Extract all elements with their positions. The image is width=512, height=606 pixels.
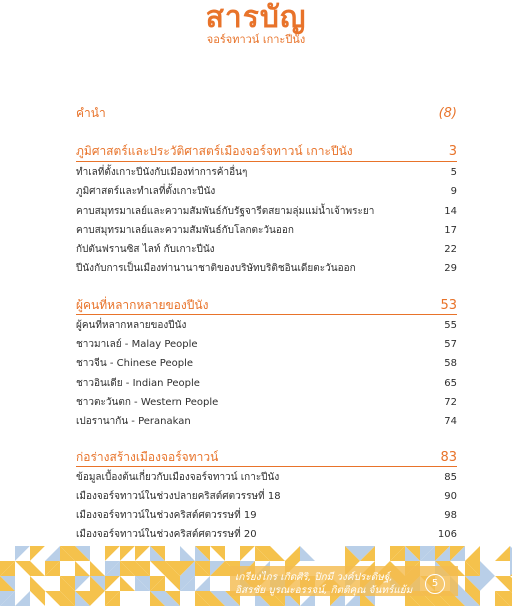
toc-item[interactable] xyxy=(76,261,457,276)
author-credit-line-2: อิสรชัย บูรณะอรรจน์, กิตติคุณ จันทร์แย้ม xyxy=(235,585,413,596)
toc-item[interactable] xyxy=(76,470,457,485)
toc-item-page: 85 xyxy=(444,472,457,483)
toc-item-page: 14 xyxy=(444,206,457,217)
toc-item[interactable] xyxy=(76,527,457,542)
page-subtitle: จอร์จทาวน์ เกาะปีนัง xyxy=(206,33,306,46)
toc-item-label: ชาวมาเลย์ - Malay People xyxy=(76,339,198,350)
section-heading-label: ภูมิศาสตร์และประวัติศาสตร์เมืองจอร์จทาวน์ เกาะปีนัง xyxy=(76,144,353,158)
toc-item-page: 57 xyxy=(444,339,457,350)
toc-item-page: 5 xyxy=(450,167,457,178)
toc-item[interactable] xyxy=(76,508,457,523)
toc-item[interactable] xyxy=(76,165,457,180)
toc-item-label: กัปตันฟรานซิส ไลท์ กับเกาะปีนัง xyxy=(76,244,215,255)
toc-item-page: 22 xyxy=(444,244,457,255)
toc-item-page: 90 xyxy=(444,491,457,502)
toc-item-page: 65 xyxy=(444,378,457,389)
toc-item[interactable] xyxy=(76,414,457,429)
toc-item[interactable] xyxy=(76,242,457,257)
section-heading-label: ก่อร่างสร้างเมืองจอร์จทาวน์ xyxy=(76,450,219,464)
section-heading-label: ผู้คนที่หลากหลายของปีนัง xyxy=(76,298,209,312)
toc-item-label: ภูมิศาสตร์และทำเลที่ตั้งเกาะปีนัง xyxy=(76,186,216,197)
toc-item-page: 74 xyxy=(444,416,457,427)
preface-page: (8) xyxy=(438,106,457,121)
section-heading-page: 83 xyxy=(440,450,457,465)
toc-section-heading[interactable] xyxy=(76,296,457,315)
toc-item-label: ปีนังกับการเป็นเมืองท่านานาชาติของบริษัทบริติชอินเดียตะวันออก xyxy=(76,263,356,274)
toc-preface[interactable] xyxy=(76,104,457,123)
toc-item-label: ผู้คนที่หลากหลายของปีนัง xyxy=(76,320,187,331)
page-title: สารบัญ xyxy=(205,0,307,35)
toc-item-page: 98 xyxy=(444,510,457,521)
toc-item-label: เมืองจอร์จทาวน์ในช่วงคริสต์ศตวรรษที่ 19 xyxy=(76,510,257,521)
toc-item[interactable] xyxy=(76,489,457,504)
toc-item[interactable] xyxy=(76,376,457,391)
toc-item[interactable] xyxy=(76,223,457,238)
toc-item-page: 72 xyxy=(444,397,457,408)
page-number: 5 xyxy=(425,574,445,594)
toc-item-page: 106 xyxy=(437,529,457,540)
toc-item-label: เปอรานากัน - Peranakan xyxy=(76,416,191,427)
toc-item[interactable] xyxy=(76,204,457,219)
section-heading-page: 53 xyxy=(440,298,457,313)
toc-item-label: ชาวตะวันตก - Western People xyxy=(76,397,219,408)
toc-item-label: ข้อมูลเบื้องต้นเกี่ยวกับเมืองจอร์จทาวน์ เกาะปีนัง xyxy=(76,472,280,483)
toc-item-label: คาบสมุทรมาเลย์และความสัมพันธ์กับรัฐจารีตสยามลุ่มแม่น้ำเจ้าพระยา xyxy=(76,206,375,217)
toc-item-label: เมืองจอร์จทาวน์ในช่วงคริสต์ศตวรรษที่ 20 xyxy=(76,529,257,540)
toc-item-label: เมืองจอร์จทาวน์ในช่วงปลายคริสต์ศตวรรษที่ 18 xyxy=(76,491,281,502)
toc-item-label: ชาวจีน - Chinese People xyxy=(76,358,194,369)
toc-item[interactable] xyxy=(76,184,457,199)
author-credit-line-1: เกรียงไกร เกิดศิริ, ปิกมี วงค์ประดิษฐ์, xyxy=(235,572,393,583)
toc-item-page: 9 xyxy=(450,186,457,197)
toc-item-page: 58 xyxy=(444,358,457,369)
toc-section-heading[interactable] xyxy=(76,448,457,467)
toc-item-page: 55 xyxy=(444,320,457,331)
toc-item[interactable] xyxy=(76,318,457,333)
toc-item[interactable] xyxy=(76,337,457,352)
toc-section-heading[interactable] xyxy=(76,142,457,161)
toc-item[interactable] xyxy=(76,395,457,410)
section-divider xyxy=(76,466,457,467)
section-divider xyxy=(76,161,457,162)
section-heading-page: 3 xyxy=(448,144,457,159)
toc-item-label: คาบสมุทรมาเลย์และความสัมพันธ์กับโลกตะวันออก xyxy=(76,225,294,236)
toc-item-page: 17 xyxy=(444,225,457,236)
preface-label: คำนำ xyxy=(76,106,106,120)
section-divider xyxy=(76,314,457,315)
toc-item-page: 29 xyxy=(444,263,457,274)
toc-item-label: ชาวอินเดีย - Indian People xyxy=(76,378,200,389)
toc-item[interactable] xyxy=(76,356,457,371)
toc-item-label: ทำเลที่ตั้งเกาะปีนังกับเมืองท่าการค้าอื่นๆ xyxy=(76,167,248,178)
